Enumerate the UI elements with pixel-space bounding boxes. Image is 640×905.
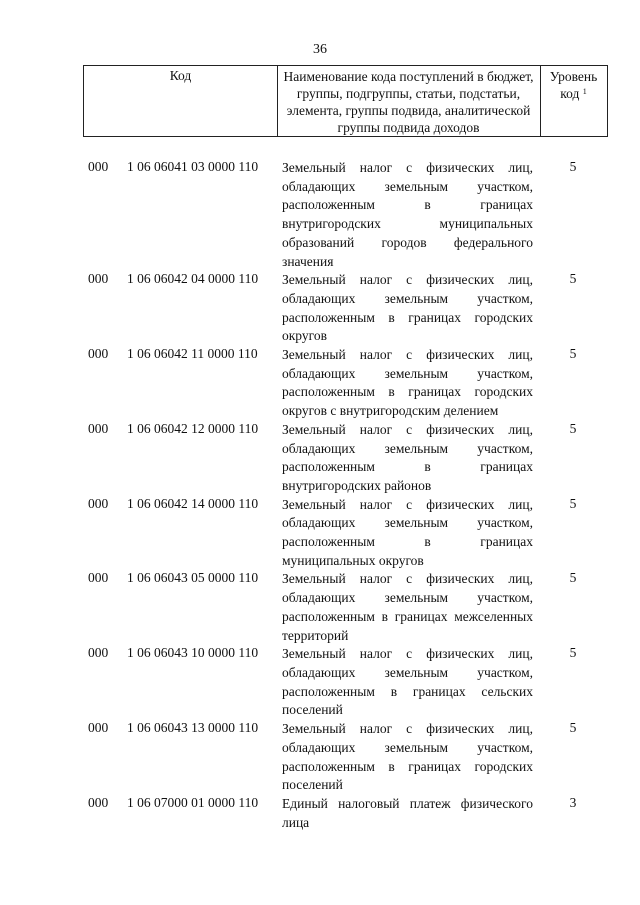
admin-code: 000 xyxy=(88,159,109,174)
revenue-code: 1 06 07000 01 0000 110 xyxy=(127,794,259,810)
revenue-code: 1 06 06043 10 0000 110 xyxy=(127,645,259,661)
table-row xyxy=(0,159,640,271)
revenue-code: 1 06 06042 11 0000 110 xyxy=(127,346,258,362)
revenue-name: Земельный налог с физических лиц, обладающих земельным участком, расположенным в границах внутригородских муниципальных образований городов федерального значения xyxy=(282,160,533,269)
admin-code: 000 xyxy=(88,645,109,661)
revenue-level: 5 xyxy=(569,420,577,436)
admin-code: 000 xyxy=(88,794,109,810)
revenue-name: Земельный налог с физических лиц, обладающих земельным участком, расположенным в границах внутригородских районов xyxy=(282,421,533,493)
revenue-level: 5 xyxy=(569,271,577,287)
revenue-code: 1 06 06042 04 0000 110 xyxy=(127,271,259,287)
revenue-name: Земельный налог с физических лиц, обладающих земельным участком, расположенным в границах городских округов xyxy=(282,272,533,344)
header-level-text: Уровень код xyxy=(549,69,598,101)
revenue-code: 1 06 06043 13 0000 110 xyxy=(127,720,259,736)
admin-code: 000 xyxy=(88,720,109,736)
revenue-code: 1 06 06043 05 0000 110 xyxy=(127,570,259,586)
revenue-level: 5 xyxy=(569,159,577,174)
admin-code: 000 xyxy=(88,495,109,511)
admin-code: 000 xyxy=(88,570,109,586)
revenue-name: Земельный налог с физических лиц, обладающих земельным участком, расположенным в границах городских округов с внутригородским делением xyxy=(282,347,533,419)
table-row xyxy=(0,496,640,571)
revenue-name: Земельный налог с физических лиц, обладающих земельным участком, расположенным в границах межселенных территорий xyxy=(282,571,533,643)
table-row xyxy=(0,271,640,346)
table-header xyxy=(83,65,608,137)
revenue-name: Единый налоговый платеж физического лица xyxy=(282,795,533,830)
header-level-footnote: 1 xyxy=(582,87,587,96)
revenue-name: Земельный налог с физических лиц, обладающих земельным участком, расположенным в границах сельских поселений xyxy=(282,646,533,718)
table-row xyxy=(0,570,640,645)
revenue-level: 5 xyxy=(569,495,577,511)
table-row xyxy=(0,645,640,720)
page-number: 36 xyxy=(313,42,327,57)
revenue-code: 1 06 06042 12 0000 110 xyxy=(127,420,259,436)
revenue-code: 1 06 06041 03 0000 110 xyxy=(127,159,259,174)
table-row xyxy=(0,421,640,496)
header-code: Код xyxy=(84,66,278,136)
revenue-level: 3 xyxy=(569,794,577,810)
revenue-level: 5 xyxy=(569,645,577,661)
revenue-level: 5 xyxy=(569,346,577,362)
revenue-name: Земельный налог с физических лиц, обладающих земельным участком, расположенным в границах муниципальных округов xyxy=(282,496,533,568)
table-row xyxy=(0,346,640,421)
revenue-level: 5 xyxy=(569,720,577,736)
revenue-name: Земельный налог с физических лиц, обладающих земельным участком, расположенным в границах городских поселений xyxy=(282,721,533,793)
table-body xyxy=(0,159,640,832)
admin-code: 000 xyxy=(88,346,109,362)
header-level xyxy=(540,66,607,136)
revenue-code: 1 06 06042 14 0000 110 xyxy=(127,495,259,511)
admin-code: 000 xyxy=(88,271,109,287)
header-name: Наименование кода поступлений в бюджет, группы, подгруппы, статьи, подстатьи, элемента, группы подвида, аналитической группы подвида доходов xyxy=(277,66,541,136)
table-row xyxy=(0,720,640,795)
revenue-level: 5 xyxy=(569,570,577,586)
table-row xyxy=(0,795,640,832)
admin-code: 000 xyxy=(88,420,109,436)
